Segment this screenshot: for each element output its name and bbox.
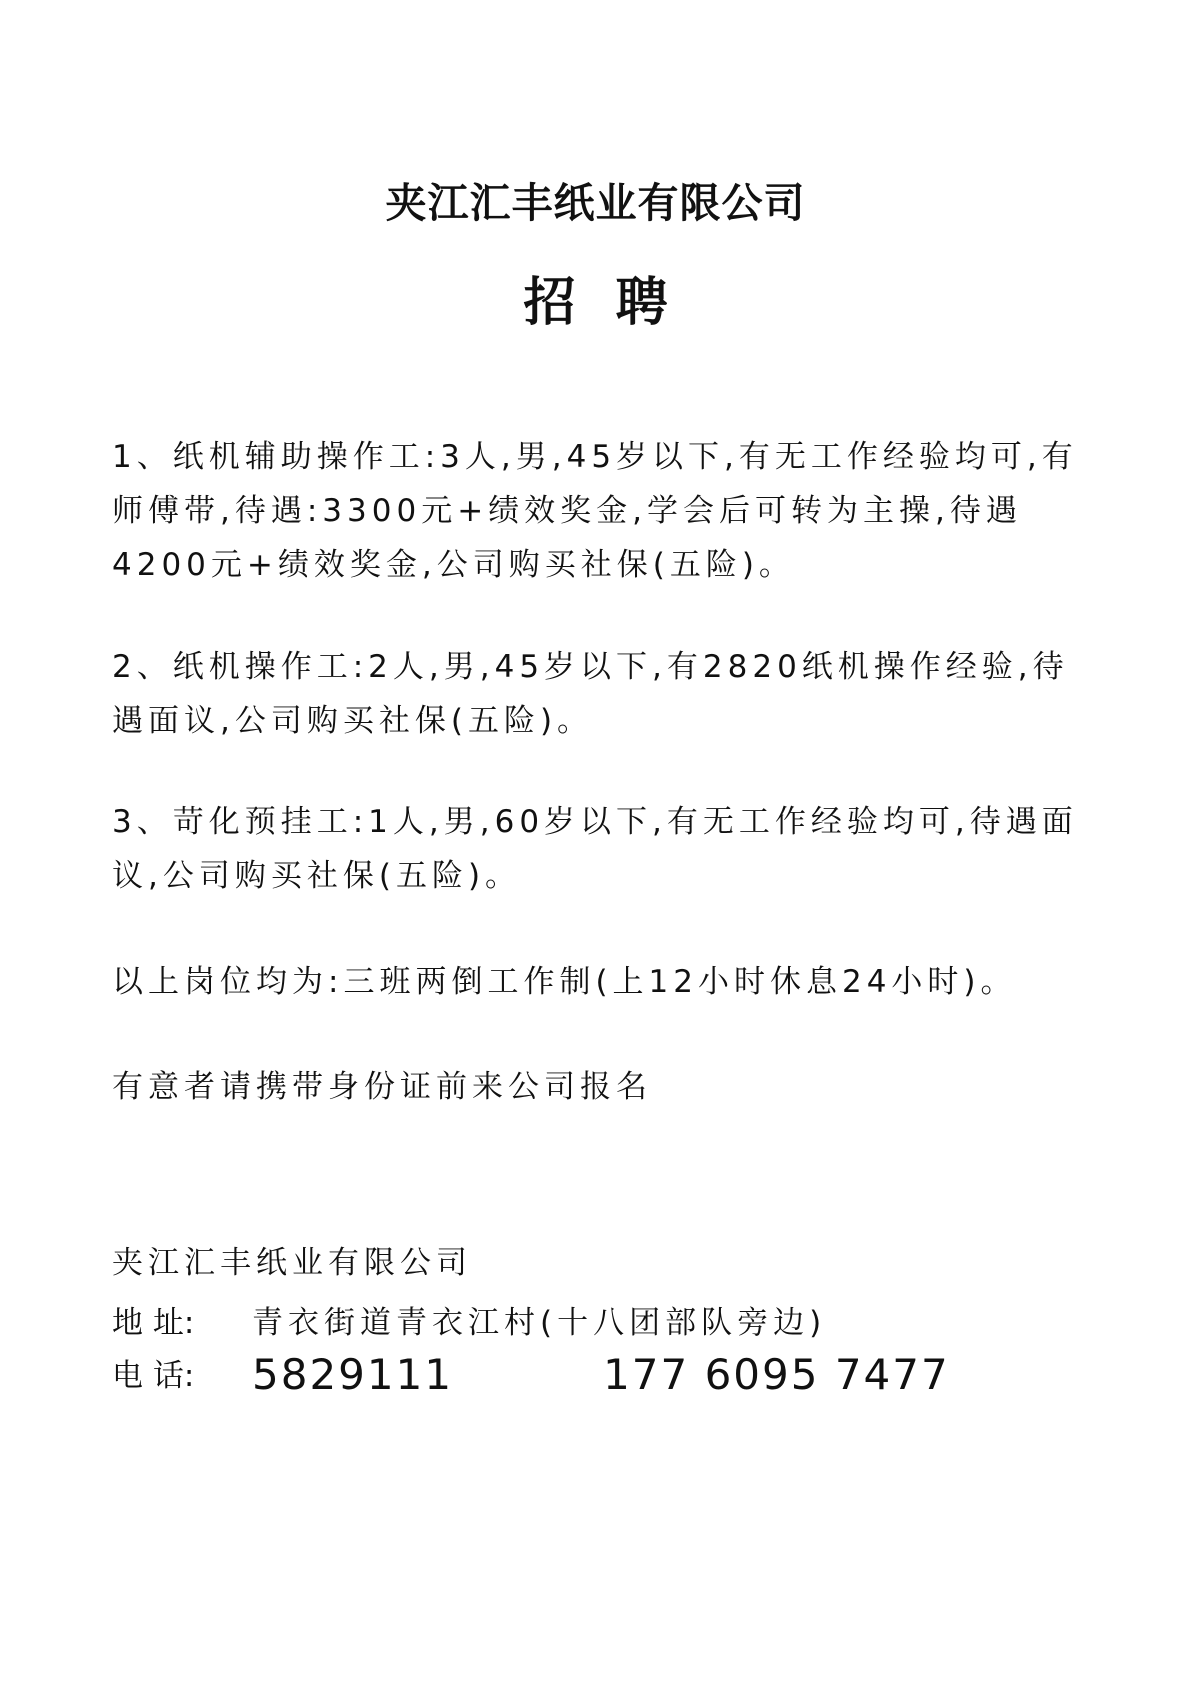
address-label: 地 址: (112, 1305, 195, 1341)
job-item-3: 3、苛化预挂工:1人,男,60岁以下,有无工作经验均可,待遇面议,公司购买社保(五险)。 (112, 804, 1078, 894)
company-title: 夹江汇丰纸业有限公司 (385, 179, 806, 227)
footer-address (112, 1297, 826, 1342)
address-value: 青衣街道青衣江村(十八团部队旁边) (252, 1305, 827, 1341)
apply-note: 有意者请携带身份证前来公司报名 (112, 1069, 652, 1105)
footer-company: 夹江汇丰纸业有限公司 (112, 1245, 472, 1281)
shift-note: 以上岗位均为:三班两倒工作制(上12小时休息24小时)。 (112, 964, 1017, 1000)
footer-phone (112, 1350, 950, 1399)
phone-label: 电 话: (112, 1358, 195, 1394)
phone-number-2: 177 6095 7477 (603, 1350, 950, 1399)
job-item-2: 2、纸机操作工:2人,男,45岁以下,有2820纸机操作经验,待遇面议,公司购买社保(五险)。 (112, 649, 1069, 739)
notice-title: 招聘 (523, 273, 708, 333)
job-item-1: 1、纸机辅助操作工:3人,男,45岁以下,有无工作经验均可,有师傅带,待遇:3300元+绩效奖金,学会后可转为主操,待遇4200元+绩效奖金,公司购买社保(五险)。 (112, 439, 1078, 583)
phone-number-1: 5829111 (252, 1350, 454, 1399)
